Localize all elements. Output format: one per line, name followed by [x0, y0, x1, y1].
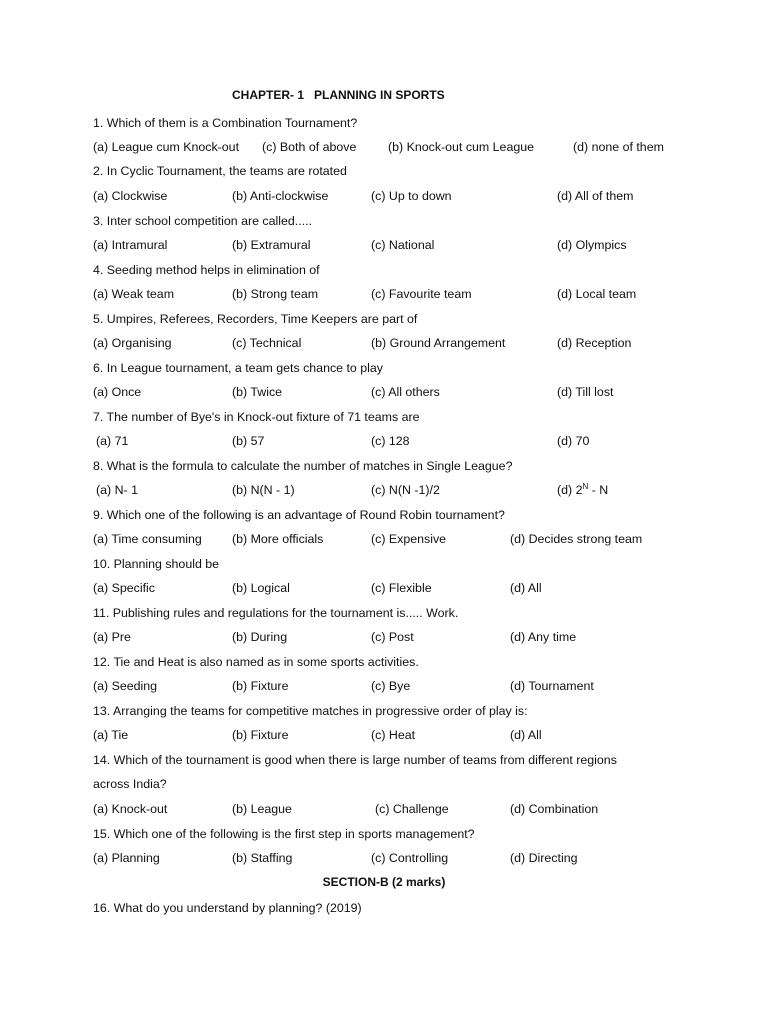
options-9 — [0, 531, 768, 547]
option-d: (d) Tournament — [510, 679, 594, 693]
options-2 — [0, 188, 768, 204]
option-d: (d) 70 — [557, 434, 590, 448]
options-6 — [0, 384, 768, 400]
option-d: (d) Any time — [510, 630, 577, 644]
options-3 — [0, 237, 768, 253]
option-c: (c) Both of above — [262, 140, 357, 154]
option-c: (c) Technical — [232, 336, 302, 350]
options-11 — [0, 629, 768, 645]
option-d: (d) Decides strong team — [510, 532, 643, 546]
question-10: 10. Planning should be — [93, 557, 220, 571]
options-8 — [0, 482, 768, 498]
option-c: (c) Heat — [371, 728, 416, 742]
option-b: (b) League — [232, 802, 292, 816]
option-c: (c) Flexible — [371, 581, 432, 595]
option-c: (c) Expensive — [371, 532, 447, 546]
question-7: 7. The number of Bye's in Knock-out fixture of 71 teams are — [93, 410, 420, 424]
option-c: (c) 128 — [371, 434, 410, 448]
option-b: (b) During — [232, 630, 288, 644]
option-b: (b) Twice — [232, 385, 283, 399]
question-6: 6. In League tournament, a team gets chance to play — [93, 361, 383, 375]
option-a: (a) Planning — [93, 851, 160, 865]
option-b: (b) Strong team — [232, 287, 319, 301]
option-c: (c) National — [371, 238, 435, 252]
option-d: (d) Reception — [557, 336, 632, 350]
option-c: (c) N(N -1)/2 — [371, 483, 440, 497]
option-c: (c) Challenge — [375, 802, 449, 816]
options-1 — [0, 139, 768, 155]
option-d: (d) All of them — [557, 189, 634, 203]
option-d: (d) Combination — [510, 802, 599, 816]
option-a: (a) Intramural — [93, 238, 168, 252]
option-a: (a) Once — [93, 385, 142, 399]
options-15 — [0, 850, 768, 866]
option-a: (a) Clockwise — [93, 189, 168, 203]
option-d: (d) Directing — [510, 851, 578, 865]
option-a: (a) League cum Knock-out — [93, 140, 240, 154]
option-b: (b) Logical — [232, 581, 290, 595]
option-d-superscript: N — [582, 482, 589, 491]
options-5 — [0, 335, 768, 351]
option-b: (b) Fixture — [232, 728, 289, 742]
option-a: (a) Knock-out — [93, 802, 168, 816]
question-13: 13. Arranging the teams for competitive matches in progressive order of play is: — [93, 704, 528, 718]
options-4 — [0, 286, 768, 302]
option-a: (a) Seeding — [93, 679, 158, 693]
option-b: (b) 57 — [232, 434, 265, 448]
option-d: (d) All — [510, 728, 542, 742]
option-d: (d) Olympics — [557, 238, 627, 252]
option-b: (b) Staffing — [232, 851, 293, 865]
question-5: 5. Umpires, Referees, Recorders, Time Keepers are part of — [93, 312, 418, 326]
option-c: (c) Favourite team — [371, 287, 472, 301]
options-14 — [0, 801, 768, 817]
section-b-heading: SECTION-B (2 marks) — [322, 875, 446, 889]
question-4: 4. Seeding method helps in elimination of — [93, 263, 320, 277]
question-15: 15. Which one of the following is the first step in sports management? — [93, 827, 475, 841]
question-8: 8. What is the formula to calculate the number of matches in Single League? — [93, 459, 513, 473]
option-d — [557, 482, 608, 498]
option-b: (b) Ground Arrangement — [371, 336, 506, 350]
option-a: (a) 71 — [96, 434, 129, 448]
question-3: 3. Inter school competition are called..... — [93, 214, 313, 228]
option-d-tail: - N — [588, 483, 609, 497]
option-a: (a) N- 1 — [96, 483, 138, 497]
chapter-title: CHAPTER- 1 PLANNING IN SPORTS — [232, 88, 445, 102]
option-d: (d) none of them — [573, 140, 664, 154]
option-a: (a) Weak team — [93, 287, 175, 301]
question-2: 2. In Cyclic Tournament, the teams are rotated — [93, 164, 347, 178]
question-12: 12. Tie and Heat is also named as in some sports activities. — [93, 655, 419, 669]
option-b: (b) Anti-clockwise — [232, 189, 329, 203]
option-c: (c) All others — [371, 385, 440, 399]
option-a: (a) Pre — [93, 630, 131, 644]
option-d: (d) All — [510, 581, 542, 595]
option-b: (b) Knock-out cum League — [388, 140, 535, 154]
option-d: (d) Till lost — [557, 385, 614, 399]
option-b: (b) Fixture — [232, 679, 289, 693]
option-a: (a) Specific — [93, 581, 155, 595]
question-11: 11. Publishing rules and regulations for the tournament is..... Work. — [93, 606, 459, 620]
options-7 — [0, 433, 768, 449]
question-16: 16. What do you understand by planning? (2019) — [93, 901, 362, 915]
options-12 — [0, 678, 768, 694]
option-a: (a) Time consuming — [93, 532, 202, 546]
question-1: 1. Which of them is a Combination Tournament? — [93, 116, 358, 130]
option-c: (c) Up to down — [371, 189, 452, 203]
question-14-continued: across India? — [93, 777, 167, 791]
option-d-base: (d) 2 — [557, 483, 583, 497]
options-10 — [0, 580, 768, 596]
question-9: 9. Which one of the following is an advantage of Round Robin tournament? — [93, 508, 505, 522]
option-a: (a) Tie — [93, 728, 129, 742]
option-c: (c) Bye — [371, 679, 411, 693]
option-b: (b) More officials — [232, 532, 324, 546]
question-14: 14. Which of the tournament is good when there is large number of teams from different regions — [93, 753, 617, 767]
option-b: (b) Extramural — [232, 238, 311, 252]
option-c: (c) Post — [371, 630, 414, 644]
option-b: (b) N(N - 1) — [232, 483, 295, 497]
option-a: (a) Organising — [93, 336, 172, 350]
option-c: (c) Controlling — [371, 851, 449, 865]
option-d: (d) Local team — [557, 287, 637, 301]
options-13 — [0, 727, 768, 743]
